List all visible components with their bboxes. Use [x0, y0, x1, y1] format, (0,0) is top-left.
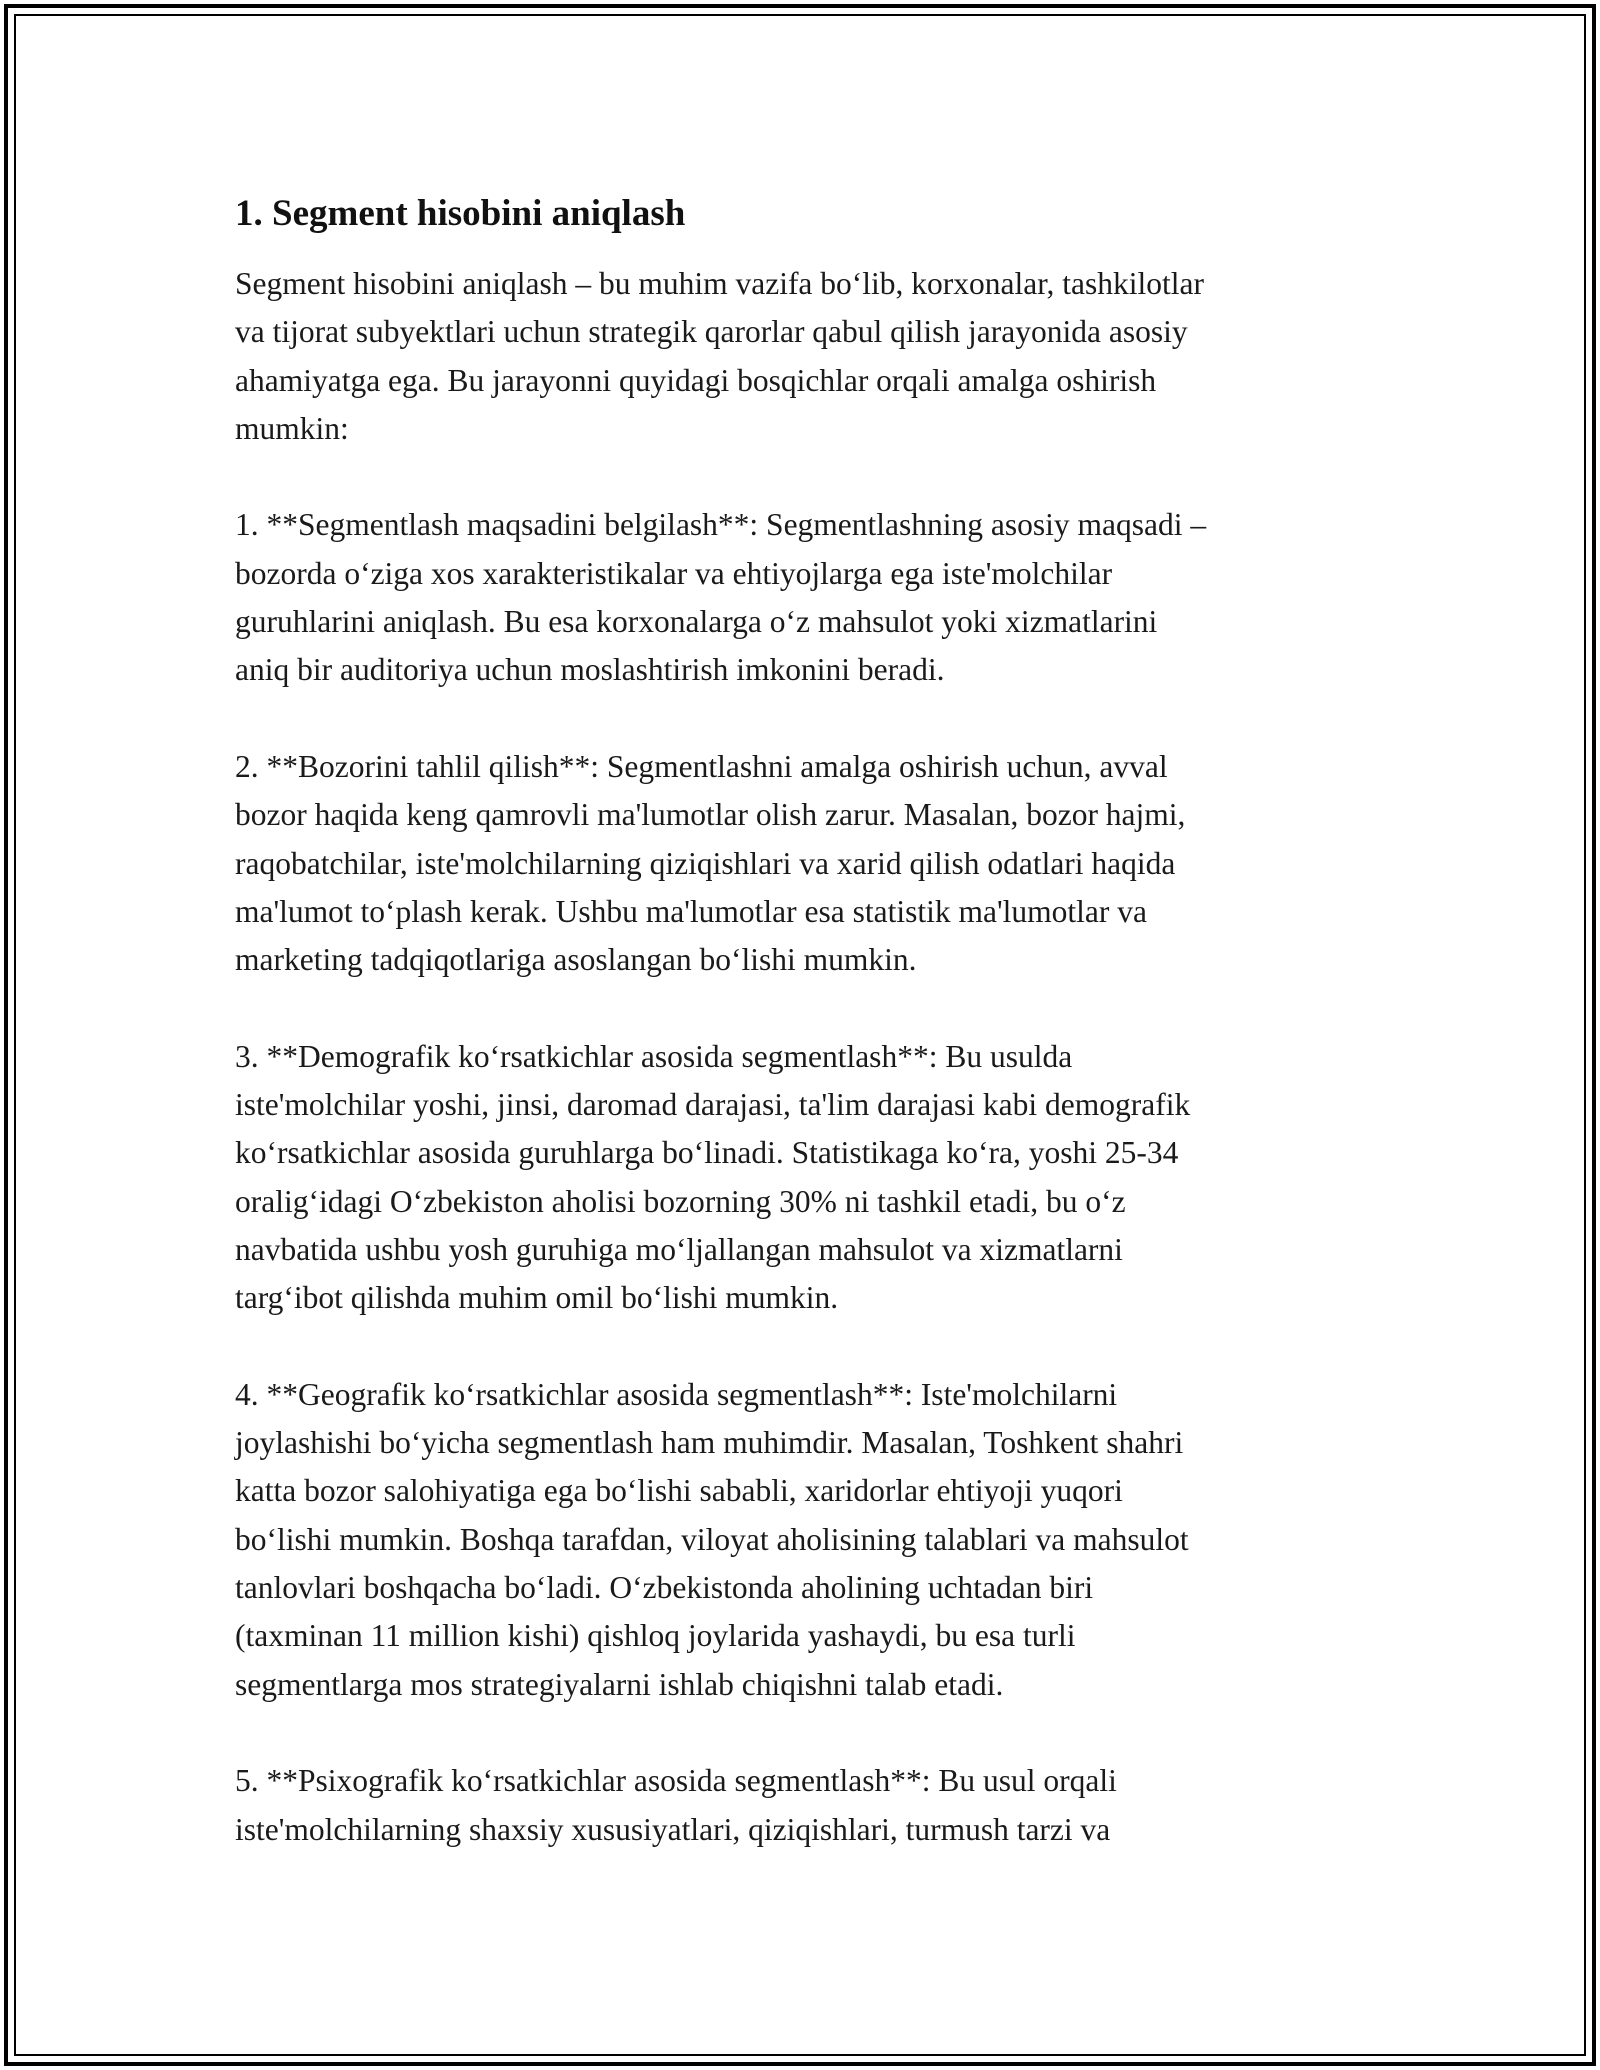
text-line: bozor haqida keng qamrovli ma'lumotlar olish zarur. Masalan, bozor hajmi, — [235, 797, 1186, 833]
paragraph-step-1 — [235, 501, 1385, 694]
text-line: marketing tadqiqotlariga asoslangan bo‘lishi mumkin. — [235, 942, 917, 978]
text-line: 3. **Demografik ko‘rsatkichlar asosida segmentlash**: Bu usulda — [235, 1038, 1073, 1074]
text-line: Segment hisobini aniqlash – bu muhim vazifa bo‘lib, korxonalar, tashkilotlar — [235, 266, 1204, 301]
section-heading: 1. Segment hisobini aniqlash — [235, 193, 686, 234]
text-line: ahamiyatga ega. Bu jarayonni quyidagi bosqichlar orqali amalga oshirish — [235, 362, 1157, 398]
paragraph-step-2 — [235, 743, 1385, 984]
text-line: guruhlarini aniqlash. Bu esa korxonalarga o‘z mahsulot yoki xizmatlarini — [235, 604, 1158, 640]
text-line: segmentlarga mos strategiyalarni ishlab chiqishni talab etadi. — [235, 1666, 1004, 1702]
paragraph-step-3 — [235, 1033, 1385, 1323]
text-line: iste'molchilar yoshi, jinsi, daromad darajasi, ta'lim darajasi kabi demografik — [235, 1087, 1191, 1123]
text-line: tanlovlari boshqacha bo‘ladi. O‘zbekistonda aholining uchtadan biri — [235, 1570, 1094, 1606]
text-line: 1. **Segmentlash maqsadini belgilash**: Segmentlashning asosiy maqsadi – — [235, 507, 1207, 543]
text-line: (taxminan 11 million kishi) qishloq joylarida yashaydi, bu esa turli — [235, 1618, 1076, 1654]
text-line: joylashishi bo‘yicha segmentlash ham muhimdir. Masalan, Toshkent shahri — [235, 1425, 1184, 1461]
text-line: ma'lumot to‘plash kerak. Ushbu ma'lumotlar esa statistik ma'lumotlar va — [235, 893, 1147, 929]
text-line: katta bozor salohiyatiga ega bo‘lishi sababli, xaridorlar ehtiyoji yuqori — [235, 1473, 1123, 1509]
text-line: 5. **Psixografik ko‘rsatkichlar asosida segmentlash**: Bu usul orqali — [235, 1763, 1117, 1799]
text-line: va tijorat subyektlari uchun strategik qarorlar qabul qilish jarayonida asosiy — [235, 314, 1188, 350]
text-line: targ‘ibot qilishda muhim omil bo‘lishi mumkin. — [235, 1280, 839, 1316]
paragraph-intro — [235, 260, 1385, 453]
text-line: 4. **Geografik ko‘rsatkichlar asosida segmentlash**: Iste'molchilarni — [235, 1376, 1118, 1412]
text-line: iste'molchilarning shaxsiy xususiyatlari, qiziqishlari, turmush tarzi va — [235, 1811, 1111, 1847]
text-line: bo‘lishi mumkin. Boshqa tarafdan, viloyat aholisining talablari va mahsulot — [235, 1521, 1189, 1557]
text-line: aniq bir auditoriya uchun moslashtirish imkonini beradi. — [235, 652, 945, 688]
text-line: 2. **Bozorini tahlil qilish**: Segmentlashni amalga oshirish uchun, avval — [235, 748, 1168, 784]
text-line: ko‘rsatkichlar asosida guruhlarga bo‘linadi. Statistikaga ko‘ra, yoshi 25-34 — [235, 1135, 1179, 1171]
text-line: oralig‘idagi O‘zbekiston aholisi bozorning 30% ni tashkil etadi, bu o‘z — [235, 1183, 1126, 1219]
text-line: mumkin: — [235, 410, 349, 446]
text-line: navbatida ushbu yosh guruhiga mo‘ljallangan mahsulot va xizmatlarni — [235, 1231, 1123, 1267]
paragraph-step-5 — [235, 1757, 1385, 1854]
text-line: raqobatchilar, iste'molchilarning qiziqishlari va xarid qilish odatlari haqida — [235, 845, 1176, 881]
document-page — [235, 190, 1385, 1902]
text-line: bozorda o‘ziga xos xarakteristikalar va ehtiyojlarga ega iste'molchilar — [235, 555, 1113, 591]
paragraph-step-4 — [235, 1371, 1385, 1709]
